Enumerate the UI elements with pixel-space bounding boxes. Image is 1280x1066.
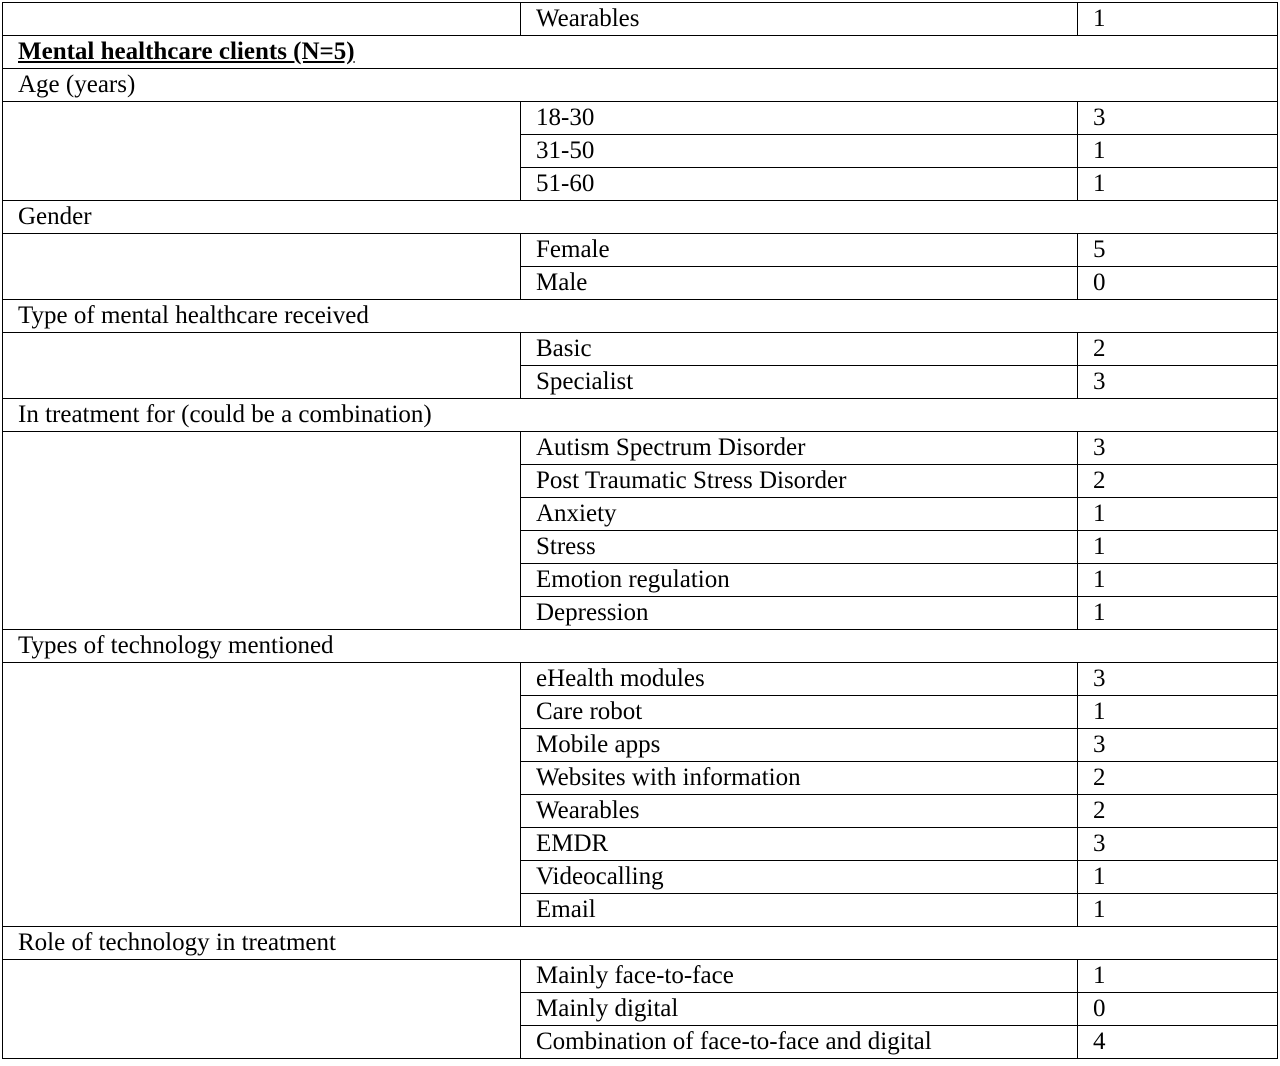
count-cell: 3 (1078, 432, 1278, 465)
demographics-table (2, 2, 1278, 1059)
sub-label-cell: Anxiety (521, 498, 1078, 531)
count-cell: 1 (1078, 597, 1278, 630)
empty-cell (3, 3, 521, 36)
sub-label-cell: EMDR (521, 828, 1078, 861)
count-cell: 1 (1078, 498, 1278, 531)
table-row (3, 3, 1278, 36)
category-label: Types of technology mentioned (3, 630, 1278, 663)
category-row (3, 399, 1278, 432)
table-row (3, 333, 1278, 366)
sub-label-cell: 51-60 (521, 168, 1078, 201)
count-cell: 0 (1078, 267, 1278, 300)
sub-label-cell: Email (521, 894, 1078, 927)
count-cell: 3 (1078, 828, 1278, 861)
sub-label-cell: Stress (521, 531, 1078, 564)
category-label: Gender (3, 201, 1278, 234)
table-row (3, 432, 1278, 465)
table-row (3, 234, 1278, 267)
count-cell: 3 (1078, 729, 1278, 762)
count-cell: 1 (1078, 696, 1278, 729)
sub-label-cell: Websites with information (521, 762, 1078, 795)
sub-label-cell: Wearables (521, 795, 1078, 828)
sub-label-cell: Specialist (521, 366, 1078, 399)
count-cell: 3 (1078, 366, 1278, 399)
sub-label-cell: Mainly face-to-face (521, 960, 1078, 993)
table-row (3, 960, 1278, 993)
count-cell: 1 (1078, 168, 1278, 201)
count-cell: 3 (1078, 663, 1278, 696)
sub-label-cell: Care robot (521, 696, 1078, 729)
sub-label-cell: Mainly digital (521, 993, 1078, 1026)
empty-cell (3, 102, 521, 201)
sub-label-cell: Basic (521, 333, 1078, 366)
empty-cell (3, 663, 521, 927)
sub-label-cell: Autism Spectrum Disorder (521, 432, 1078, 465)
section-header-row (3, 36, 1278, 69)
sub-label-cell: Post Traumatic Stress Disorder (521, 465, 1078, 498)
sub-label-cell: Depression (521, 597, 1078, 630)
category-row (3, 69, 1278, 102)
empty-cell (3, 234, 521, 300)
sub-label-cell: Male (521, 267, 1078, 300)
table-row (3, 663, 1278, 696)
count-cell: 2 (1078, 333, 1278, 366)
sub-label-cell: Wearables (521, 3, 1078, 36)
section-title: Mental healthcare clients (N=5) (3, 36, 1278, 69)
sub-label-cell: 31-50 (521, 135, 1078, 168)
empty-cell (3, 333, 521, 399)
count-cell: 3 (1078, 102, 1278, 135)
count-cell: 4 (1078, 1026, 1278, 1059)
sub-label-cell: Mobile apps (521, 729, 1078, 762)
category-label: In treatment for (could be a combination) (3, 399, 1278, 432)
category-row (3, 201, 1278, 234)
empty-cell (3, 432, 521, 630)
sub-label-cell: Videocalling (521, 861, 1078, 894)
sub-label-cell: Female (521, 234, 1078, 267)
count-cell: 1 (1078, 3, 1278, 36)
category-label: Role of technology in treatment (3, 927, 1278, 960)
category-row (3, 927, 1278, 960)
sub-label-cell: eHealth modules (521, 663, 1078, 696)
count-cell: 1 (1078, 135, 1278, 168)
count-cell: 1 (1078, 564, 1278, 597)
sub-label-cell: Emotion regulation (521, 564, 1078, 597)
count-cell: 0 (1078, 993, 1278, 1026)
count-cell: 2 (1078, 465, 1278, 498)
category-row (3, 630, 1278, 663)
count-cell: 1 (1078, 960, 1278, 993)
table-body (3, 3, 1278, 1059)
count-cell: 1 (1078, 861, 1278, 894)
count-cell: 1 (1078, 531, 1278, 564)
category-row (3, 300, 1278, 333)
count-cell: 2 (1078, 762, 1278, 795)
category-label: Type of mental healthcare received (3, 300, 1278, 333)
table-row (3, 102, 1278, 135)
sub-label-cell: Combination of face-to-face and digital (521, 1026, 1078, 1059)
count-cell: 2 (1078, 795, 1278, 828)
category-label: Age (years) (3, 69, 1278, 102)
empty-cell (3, 960, 521, 1059)
count-cell: 1 (1078, 894, 1278, 927)
count-cell: 5 (1078, 234, 1278, 267)
sub-label-cell: 18-30 (521, 102, 1078, 135)
